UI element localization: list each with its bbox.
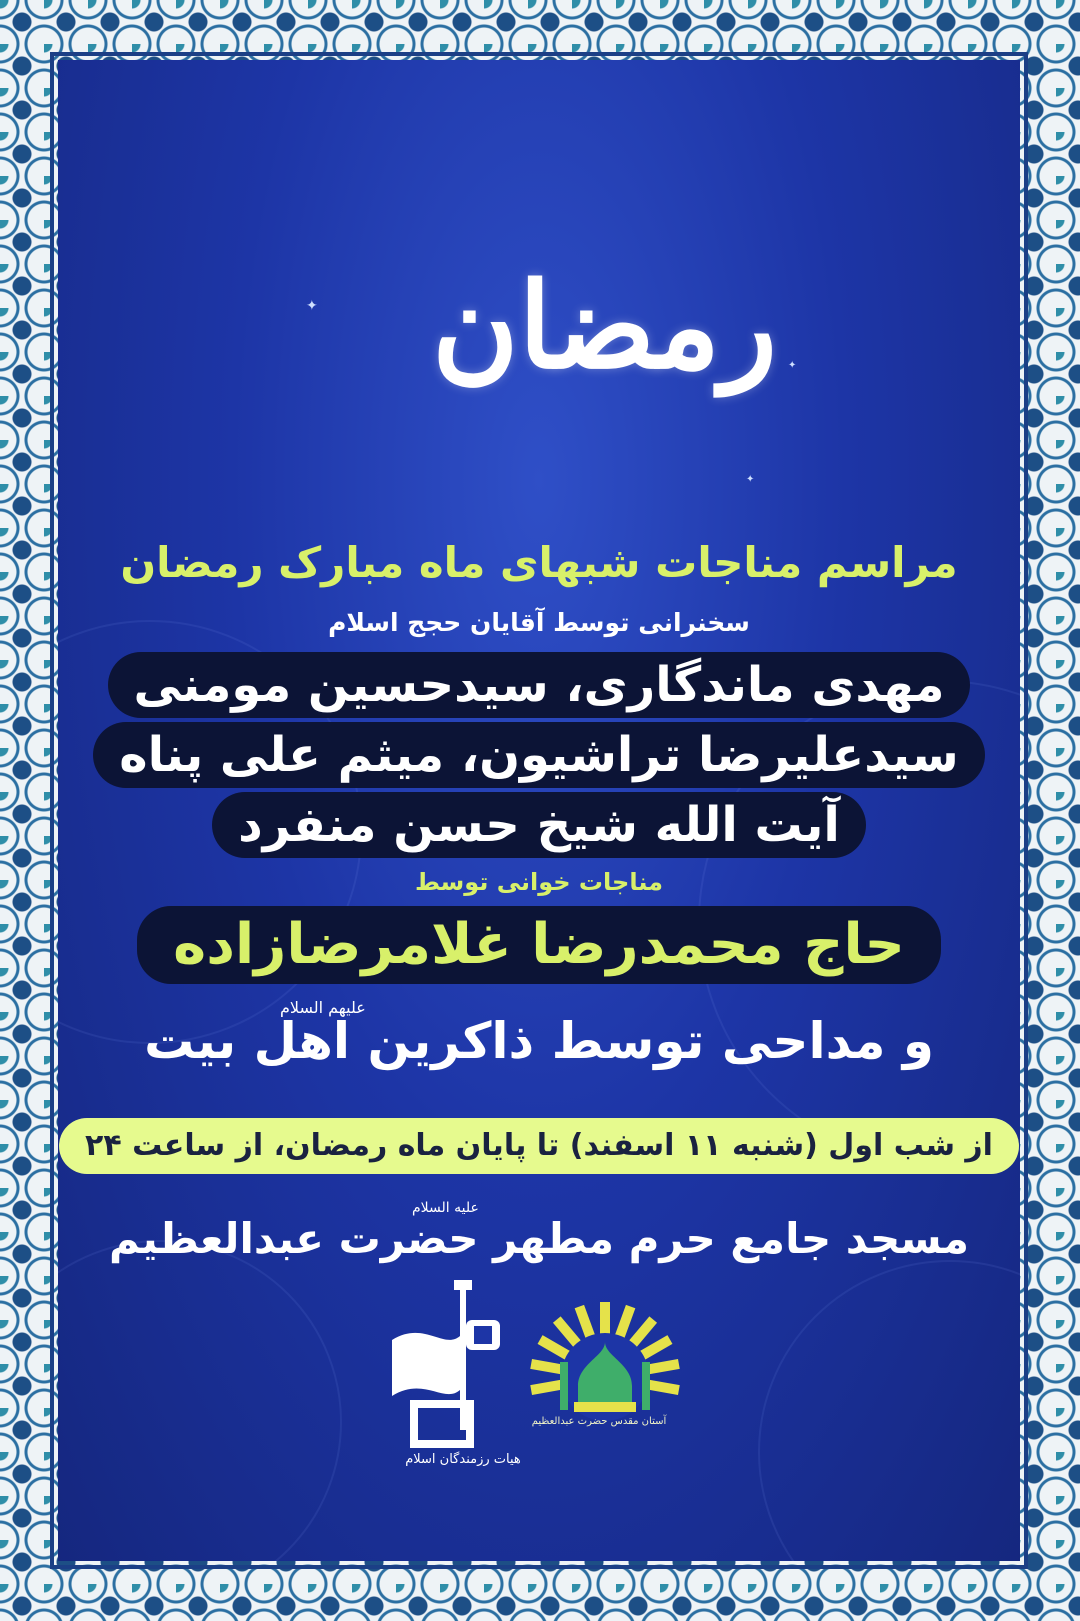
star-icon: ✦ (306, 298, 318, 314)
munajat-reader: حاج محمدرضا غلامرضازاده (137, 906, 941, 984)
schedule-badge: از شب اول (شنبه ۱۱ اسفند) تا پایان ماه رمضان، از ساعت ۲۴ (59, 1118, 1019, 1174)
speaker-line (58, 652, 1020, 718)
star-icon: ✦ (788, 360, 797, 371)
speaker-line (58, 722, 1020, 788)
venue-honorific: علیه السلام (412, 1200, 479, 1216)
flag-logo-icon (384, 1280, 540, 1460)
munajat-reader-line (58, 906, 1020, 984)
venue-line: مسجد جامع حرم مطهر حضرت عبدالعظیم (108, 1214, 969, 1263)
madahi-honorific: علیهم السلام (280, 998, 366, 1017)
madahi-line: و مداحی توسط ذاکرین اهل بیت (144, 1012, 934, 1070)
left-logo-caption: هیات رزمندگان اسلام (405, 1452, 521, 1467)
crescent-moon (332, 132, 778, 492)
munajat-intro: مناجات خوانی توسط (414, 868, 664, 896)
poster-panel (58, 60, 1020, 1561)
background-swirl (58, 1240, 342, 1561)
speakers-intro: سخنرانی توسط آقایان حجج اسلام (328, 608, 750, 637)
right-logo-caption: آستان مقدس حضرت عبدالعظیم (531, 1416, 667, 1427)
ramadan-calligraphy: رمضان (432, 256, 778, 395)
shrine-logo (530, 1302, 680, 1452)
speaker-names: مهدی ماندگاری، سیدحسین مومنی (108, 652, 971, 718)
speaker-names: آیت الله شیخ حسن منفرد (212, 792, 866, 858)
background-swirl (758, 1260, 1020, 1561)
speaker-names: سیدعلیرضا تراشیون، میثم علی پناه (93, 722, 985, 788)
speaker-line (58, 792, 1020, 858)
razmandegan-logo (384, 1280, 540, 1460)
event-title: مراسم مناجات شبهای ماه مبارک رمضان (120, 538, 958, 587)
shrine-dome-icon (530, 1302, 680, 1452)
star-icon: ✦ (746, 474, 755, 485)
schedule-row (58, 1118, 1020, 1174)
